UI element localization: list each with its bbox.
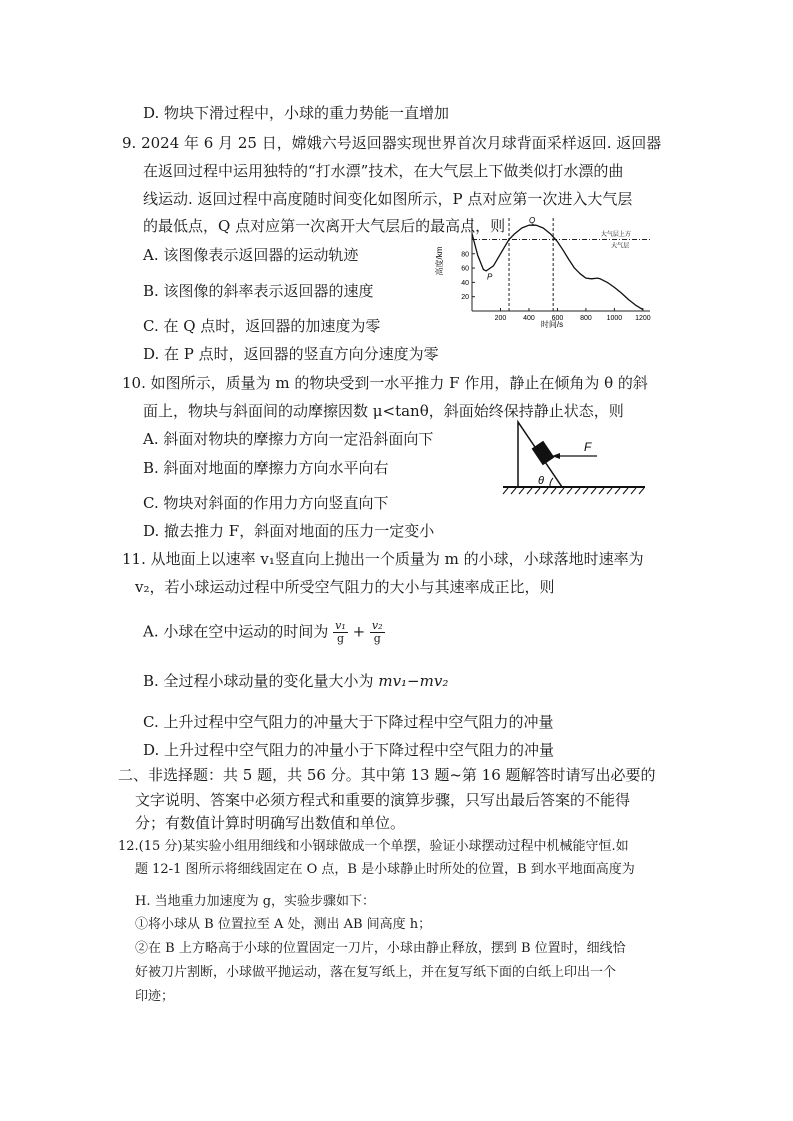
q12-line1: 12.(15 分)某实验小组用细线和小钢球做成一个单摆，验证小球摆动过程中机械能守恒.如: [118, 839, 629, 854]
force-label: F: [584, 440, 592, 454]
q9-line1: 9. 2024 年 6 月 25 日，嫦娥六号返回器实现世界首次月球背面采样返回. 返回器: [122, 134, 662, 152]
q9-line2: 在返回过程中运用独特的“打水漂”技术，在大气层上下做类似打水漂的曲: [143, 162, 624, 180]
q11-option-a: [143, 620, 385, 645]
angle-arc: [550, 478, 553, 487]
x-axis-label: 时间/s: [540, 320, 564, 329]
x-tick-label: 1200: [635, 315, 651, 322]
incline-figure: [500, 416, 650, 498]
q8-option-d: D. 物块下滑过程中，小球的重力势能一直增加: [143, 104, 450, 122]
q10-line2: 面上，物块与斜面间的动摩擦因数 μ<tanθ，斜面始终保持静止状态，则: [143, 402, 624, 420]
q10-option-c: C. 物块对斜面的作用力方向竖直向下: [143, 494, 389, 512]
frac1-denominator: g: [336, 632, 344, 645]
q9-option-d: D. 在 P 点时，返回器的竖直方向分速度为零: [143, 345, 439, 363]
q10-option-a: A. 斜面对物块的摩擦力方向一定沿斜面向下: [143, 430, 434, 448]
frac1-numerator: v₁: [335, 619, 346, 632]
q12-line3: H. 当地重力加速度为 g，实验步骤如下：: [135, 894, 376, 909]
y-tick-label: 40: [461, 279, 469, 287]
q9-line4: 的最低点，Q 点对应第一次离开大气层后的最高点，则: [143, 217, 506, 235]
p-point-label: P: [486, 272, 493, 282]
ground-hatching: [503, 488, 644, 494]
frac2-numerator: v₂: [371, 619, 383, 632]
q12-step2-line3: 印迹；: [135, 989, 175, 1004]
y-tick-label: 80: [461, 251, 469, 259]
y-axis-label: 高度/km: [435, 246, 444, 276]
fraction-v1-over-g: [333, 620, 348, 645]
q12-step1: ①将小球从 B 位置拉至 A 处，测出 AB 间高度 h；: [135, 917, 432, 932]
q11-line2: v₂，若小球运动过程中所受空气阻力的大小与其速率成正比，则: [135, 578, 555, 596]
above-atmosphere-label: 大气层上方: [600, 231, 631, 238]
x-tick-label: 800: [580, 315, 592, 322]
q11-option-b: [143, 671, 448, 691]
atmosphere-layer-label: 大气层: [611, 243, 630, 250]
q9-option-a: A. 该图像表示返回器的运动轨迹: [143, 246, 359, 264]
q11-option-b-text: B. 全过程小球动量的变化量大小为: [143, 672, 374, 690]
q10-option-b: B. 斜面对地面的摩擦力方向水平向右: [143, 459, 389, 477]
q12-line2: 题 12-1 图所示将细线固定在 O 点，B 是小球静止时所处的位置，B 到水平地面高度为: [135, 862, 635, 877]
q-point-label: Q: [528, 216, 536, 226]
q9-option-b: B. 该图像的斜率表示返回器的速度: [143, 282, 374, 300]
momentum-expression: mv₁−mv₂: [378, 672, 449, 690]
altitude-time-chart: [432, 216, 657, 334]
q10-option-d: D. 撤去推力 F，斜面对地面的压力一定变小: [143, 522, 435, 540]
q9-line3: 线运动. 返回过程中高度随时间变化如图所示，P 点对应第一次进入大气层: [143, 190, 633, 208]
q11-line1: 11. 从地面上以速率 v₁竖直向上抛出一个质量为 m 的小球，小球落地时速率为: [122, 550, 644, 568]
frac2-denominator: g: [373, 632, 381, 645]
plus-sign: +: [352, 622, 366, 641]
angle-label: θ: [538, 475, 544, 487]
section2-line2: 文字说明、答案中必须方程式和重要的演算步骤，只写出最后答案的不能得: [135, 791, 631, 809]
section2-line3: 分；有数值计算时明确写出数值和单位。: [135, 814, 406, 832]
q9-option-c: C. 在 Q 点时，返回器的加速度为零: [143, 317, 381, 335]
x-tick-label: 200: [494, 315, 507, 322]
section2-line1: 二、非选择题：共 5 题，共 56 分。其中第 13 题~第 16 题解答时请写出必要的: [118, 766, 656, 784]
q12-step2-line1: ②在 B 上方略高于小球的位置固定一刀片，小球由静止释放，摆到 B 位置时，细线恰: [135, 941, 626, 956]
x-tick-label: 1000: [606, 315, 623, 322]
y-tick-label: 20: [461, 294, 469, 302]
q11-option-c: C. 上升过程中空气阻力的冲量大于下降过程中空气阻力的冲量: [143, 713, 554, 731]
x-tick-label: 400: [523, 315, 535, 322]
q11-option-a-text: A. 小球在空中运动的时间为: [143, 622, 329, 641]
q10-line1: 10. 如图所示，质量为 m 的物块受到一水平推力 F 作用，静止在倾角为 θ 的斜: [122, 374, 648, 392]
x-tick-label: 600: [551, 315, 564, 322]
fraction-v2-over-g: [370, 620, 385, 645]
block: [532, 441, 555, 465]
y-tick-label: 60: [461, 265, 469, 273]
q12-step2-line2: 好被刀片割断，小球做平抛运动，落在复写纸上，并在复写纸下面的白纸上印出一个: [135, 965, 617, 980]
q11-option-d: D. 上升过程中空气阻力的冲量小于下降过程中空气阻力的冲量: [143, 741, 555, 759]
